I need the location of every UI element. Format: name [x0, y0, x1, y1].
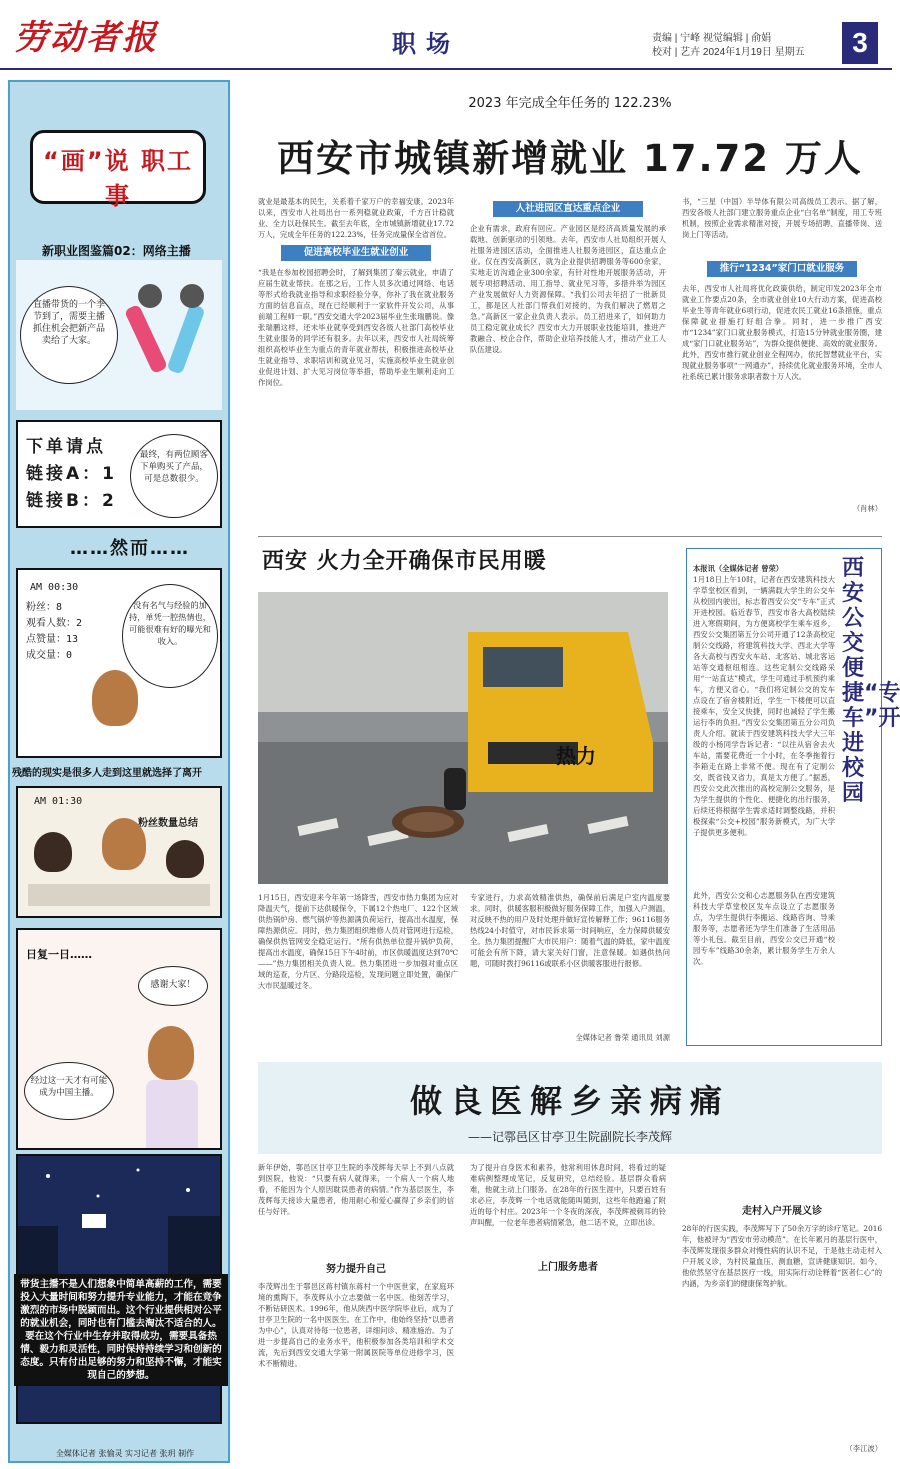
article3-paragraph: 新年伊始，鄠邑区甘亭卫生院的李茂辉每天早上不到八点就到医院，他说：“只要有病人就得来，一个病人一个病人地看，不能因为个人原因耽误患者的病情。”作为基层医生，李茂辉每天接诊大量患者，他用耐心和爱心赢得了乡亲们的信任与好评。 [258, 1163, 454, 1216]
article1-paragraph: “我是在参加校园招聘会时，了解到集团了秦云就业，申请了应届生就业帮扶。在那之后，工作人员多次通过网络、电话等形式给我就业指导和求职经验分享，你补了我在就业服务方面的信息盲点，现在已经顺利于一家软件开发公司，从事前端工程师一职。”西安交通大学2023届毕业生张瑞鹏说。像张瑞鹏这样，还未毕业就享受到西安各级人社部门高校毕业生就业服务的同学还有很多。去年以来，西安市人社局统筹组织高校毕业生为重点的青年就业帮扶，积极推进高校毕业生就业指导、求职培训和就业见习，实施高校毕业生就业创业促进计划、扩大见习岗位等举措，帮助毕业生顺利走向工作岗位。 [258, 268, 454, 387]
section-title: 职场 [392, 29, 460, 58]
streamer-girl-illustration [92, 670, 138, 726]
comic-credit: 全媒体记者 张愉灵 实习记者 张玥 制作 [55, 1449, 195, 1458]
article1-column-2 [470, 196, 666, 530]
masthead [0, 0, 892, 70]
comic-strip [8, 80, 230, 1463]
article2-headline: 西安 火力全开确保市民用暖 [262, 549, 547, 574]
article3-column-1 [258, 1162, 454, 1462]
article3-subheading: 走村入户开展义诊 [742, 1206, 822, 1217]
streamer-girl-illustration [148, 1026, 194, 1080]
comic-speech-bubble: 直播带货的一个季节到了，需要主播抓住机会把新产品卖给了大家。 [20, 286, 118, 384]
article3-column-3 [682, 1162, 882, 1462]
comic-reality-caption: 残酷的现实是很多人走到这里就选择了离开 [12, 768, 202, 779]
article3-headline: 做良医解乡亲病痛 [409, 1082, 730, 1120]
stat-likes: 点赞量：13 [26, 634, 79, 645]
comic-badge [30, 130, 206, 210]
article1-headline: 西安市城镇新增就业 17.72 万人 [277, 137, 863, 180]
comic-badge-title: “画”说 职工事 [43, 147, 193, 210]
article2-paragraph: 1月15日，西安迎来今年第一场降雪，西安市热力集团为应对降温天气，提前下达供暖保令，下属12个热电厂、122个区域供热锅炉房、燃气锅炉等热源满负荷运行，提高出水温度，保障热源供应。同时，热力集团组织维修人员对管网进行巡检，确保供热管网安全稳定运行。“所有供热单位提升锅炉负荷，提高出水温度，确保15日下午4时前，市区供暖温度达到70℃——”热力集团相关负责人说。热力集团进一步加强对重点区域的巡查，分片区、分路段巡检，发现问题立即处置，确保广大市民温暖过冬。 [258, 893, 458, 990]
article3-paragraph: 李茂辉出生于鄠邑区蒋村镇东蒋村一个中医世家，在家庭环境的熏陶下，李茂辉从小立志要做一名中医。他刻苦学习，不断钻研医术。1996年，他从陕西中医学院毕业后，成为了甘亭卫生院的一名中医医生。在工作中，他始终坚持“以患者为中心”，认真对待每一位患者，详细问诊、精准施治。为了进一步提高自己的业务水平，他积极参加各类培训和学术交流，先后到西安交通大学第一附属医院等单位进修学习，医术不断精进。 [258, 1282, 454, 1368]
article1-paragraph: 去年，西安市人社局将优化政策供给，制定印发2023年全市就业工作要点20条，全市就业创业10大行动方案，促进高校毕业生等青年就业6项行动，促进农民工就业16条措施，重点保障就业措施打好组合拳。同时，进一步推广西安市“1234”家门口就业服务模式，打造15分钟就业服务圈，建成“家门口就业服务站”，为群众提供便捷、高效的就业服务。此外，西安市推行就业创业全程网办，依托智慧就业平台，实现就业服务事项“一网通办”，持续优化就业服务环境，全市人社系统已累计服务求职者数十万人次。 [682, 284, 882, 381]
article1-paragraph: 书，“三星（中国）半导体有限公司高级员工表示。据了解，西安各级人社部门建立服务重点企业“白名单”制度，用工专班机制，按照企业需求精准对接，开展专场招聘、直播带岗、送岗上门等活动。 [682, 197, 882, 239]
newspaper-logo: 劳动者报 [14, 18, 158, 58]
comic-panel-1 [16, 260, 222, 410]
masthead-meta [652, 32, 805, 60]
team-member-avatar [166, 840, 204, 878]
sidebar-headline: 西安公交便捷“专车”开进校园 [842, 556, 900, 806]
team-member-avatar [34, 832, 72, 872]
article3-paragraph: 为了提升自身医术和素养，他常利用休息时间，将看过的疑难病例整理成笔记，反复研究，总结经验。基层群众看病难，他就主动上门服务。在28年的行医生涯中，只要百姓有求必应，李茂辉一个电话就能随叫随到，这些年他跑遍了附近的每个村庄。2023年一个冬夜的深夜，李茂辉被刺耳的铃声叫醒，一位老年患者病情紧急，他二话不说，立即出诊。 [470, 1163, 666, 1227]
heating-repair-photo [258, 592, 668, 884]
comic-however-caption: ……然而…… [70, 538, 190, 559]
night-city-illustration [18, 1156, 220, 1276]
comic-panel-5 [16, 928, 222, 1150]
stat-sales: 成交量：0 [26, 650, 73, 661]
meta-date: 校对 | 艺卉 2024年1月19日 星期五 [652, 47, 805, 58]
comic-speech-bubble: 感谢大家！ [138, 966, 208, 1006]
article3-byline: （李江波） [845, 1444, 882, 1453]
article1-kicker: 2023 年完成全年任务的 122.23% [468, 96, 672, 111]
sidebar-paragraph: 1月18日上午10时，记者在西安建筑科技大学草堂校区看到，一辆满载大学生的公交车从校园内驶出，标志着西安公交“专车”正式开进校园。临近春节，西安市各大高校陆续进入寒假期间，为方便离校学生乘车返乡，西安公交集团第五分公司开通了12条高校定制公交线路，将建筑科技大学、西北大学等各大高校与西安火车站、北客站、城北客运站等交通枢纽相连。这些定制公交线路采用“一站直达”模式，学生可通过手机预约乘车，方便又省心。“我们将定制公交的发车点设在了宿舍楼附近，学生一下楼便可以直接乘车，安全又快捷，同时也减轻了学生搬运行李的负担。”西安公交集团第五分公司负责人介绍。就读于西安建筑科技大学大三年级的小杨同学告诉记者：“以往从宿舍去火车站，需要花费近一个小时，在冬季拖着行李箱走在路上非常不便。现在有了定制公交，既省钱又省力，真是太方便了。”据悉，西安公交此次推出的高校定制公交服务，是为学生提供的个性化、便捷化的出行服务，后续还将根据学生需求适时调整线路，并积极探索“公交+校园”服务新模式，为广大学子提供更多便利。 [693, 575, 835, 837]
article3-subheadline: ——记鄠邑区甘亭卫生院副院长李茂辉 [467, 1130, 672, 1144]
article1-paragraph: 就业是最基本的民生，关系着千家万户的幸福安康。2023年以来，西安市人社局出台一系列稳就业政策，千方百计稳就业、全力以赴保民生。截至去年底，全市城镇新增就业17.72万人，完成全年任务的122.23%，任务完成量保全省首位。 [258, 197, 455, 239]
comic-panel-2 [16, 420, 222, 528]
article2-column-2 [470, 892, 670, 1052]
photo-illustration [258, 592, 668, 884]
fans-summary-label: 粉丝数量总结 [138, 818, 198, 829]
sidebar-paragraph: 此外，西安公交和心志愿服务队在西安建筑科技大学草堂校区发车点设立了志愿服务点，为学生提供行李搬运、线路咨询、导乘服务等，志愿者还为学生们准备了生活用品等小礼包。截至目前，西安公交已开通“校园专车”线路30余条，累计服务学生万余人次。 [693, 891, 835, 966]
comic-closing-message: 带货主播不是人们想象中简单高薪的工作，需要投入大量时间和努力提升专业能力，才能在竞争激烈的市场中脱颖而出。这个行业提供相对公平的就业机会，同时也有门槛去淘汰不适合的人。要在这个行业中生存并取得成功，需要具备热情、毅力和灵活性，同时保持持续学习和创新的态度。只有付出足够的努力和坚持不懈，才能实现自己的梦想。 [14, 1274, 228, 1386]
article1-subheading: 推行“1234”家门口就业服务 [707, 261, 857, 277]
comic-panel-3 [16, 568, 222, 758]
meta-editors: 责编 | 宁峰 视觉编辑 | 俞娟 [652, 33, 772, 44]
article3-subheading: 上门服务患者 [538, 1262, 598, 1273]
article1-paragraph: 企业有需求，政府有回应。产业园区是经济高质量发展的承载地、创新驱动的引领地。去年，西安市人社局组织开展人社服务进园区活动，全面推进人社服务进园区，直达重点企业。仅在西安高新区，就为企业提供招聘服务等600余家，实地走访沟通企业300余家，有针对性地开展服务活动，开展专项招聘活动、用工指导、就业见习等，多措并举为园区产业发展做好人力资源保障。“我们公司去年招了一批新员工，都是区人社部门帮我们对接的，为我们解决了燃眉之急。”高新区一家企业负责人表示。员工招进来了，如何助力员工稳定就业成长？西安市大力开展职业技能培训，推进产教融合、校企合作，帮助企业培养技能人才，推动产业工人队伍建设。 [470, 224, 666, 354]
order-link-text: 下单请点 链接A：1 链接B：2 [26, 437, 117, 511]
day-after-day-caption: 日复一日…… [26, 948, 92, 961]
article3-header [258, 1062, 882, 1154]
comic-speech-bubble: 没有名气与经验的加持，单凭一腔热情也，可能很难有好的曝光和收入。 [122, 584, 218, 688]
article3-paragraph: 28年的行医实践，李茂辉写下了50余万字的诊疗笔记。2016年，他被评为“西安市劳动模范”。在长年累月的基层行医中，李茂辉发现很多群众对慢性病的认识不足，于是他主动走村入户开展义诊，为村民量血压、测血糖，宣讲健康知识。如今，他依然坚守在基层医疗一线，用实际行动诠释着“医者仁心”的内涵，为乡亲们的健康保驾护航。 [682, 1224, 882, 1288]
article2-column-1 [258, 892, 458, 1052]
stat-fans: 粉丝：8 [26, 602, 63, 613]
live-clock: AM 00:30 [30, 582, 79, 593]
divider [258, 536, 882, 537]
live-clock: AM 01:30 [34, 796, 83, 807]
article1-column-1 [258, 196, 454, 530]
page-number: 3 [842, 22, 878, 64]
comic-speech-bubble: 经过这一天才有可能成为中国主播。 [24, 1062, 114, 1120]
article1-subheading: 人社进园区直达重点企业 [493, 201, 643, 217]
article1-subheading: 促进高校毕业生就业创业 [281, 245, 431, 261]
sidebar-text [693, 563, 835, 1039]
truck-lettering: 热力 [556, 744, 596, 768]
article3-subheading: 努力提升自己 [326, 1264, 386, 1275]
comic-speech-bubble: 最终，有两位顾客下单购买了产品，可是总数很少。 [130, 434, 218, 518]
article2-byline: 全媒体记者 鲁荣 通讯员 刘源 [575, 1033, 670, 1042]
stat-viewers: 观看人数：2 [26, 618, 83, 629]
streamer-girl-illustration [102, 818, 146, 870]
sidebar-dateline: 本报讯（全媒体记者 曾荣） [693, 564, 784, 573]
microphone-illustration [128, 274, 218, 394]
comic-panel-4 [16, 786, 222, 918]
live-stats [26, 600, 126, 664]
article3-column-2 [470, 1162, 666, 1462]
article2-paragraph: 专家进行，力求高效精准供热，确保前后满足户室内温度要求。同时，供暖客服积极做好服务保障工作，加强入户测温，对反映不热的用户及时处理并做好宣传解释工作；96116服务热线24小时值守，对市民诉求第一时间响应，全力保障供暖安全。热力集团提醒广大市民用户：随着气温的降低，家中温度可能会有所下降，请大家关好门窗，注意保暖。如遇供热问题，可随时拨打96116或联系小区供暖客服进行报修。 [470, 893, 670, 968]
article1-byline: （肖林） [852, 504, 882, 513]
comic-series-title: 新职业图鉴篇02：网络主播 [42, 244, 191, 258]
dress-illustration [146, 1080, 198, 1148]
desk-illustration [28, 884, 210, 906]
article1-column-3 [682, 196, 882, 530]
